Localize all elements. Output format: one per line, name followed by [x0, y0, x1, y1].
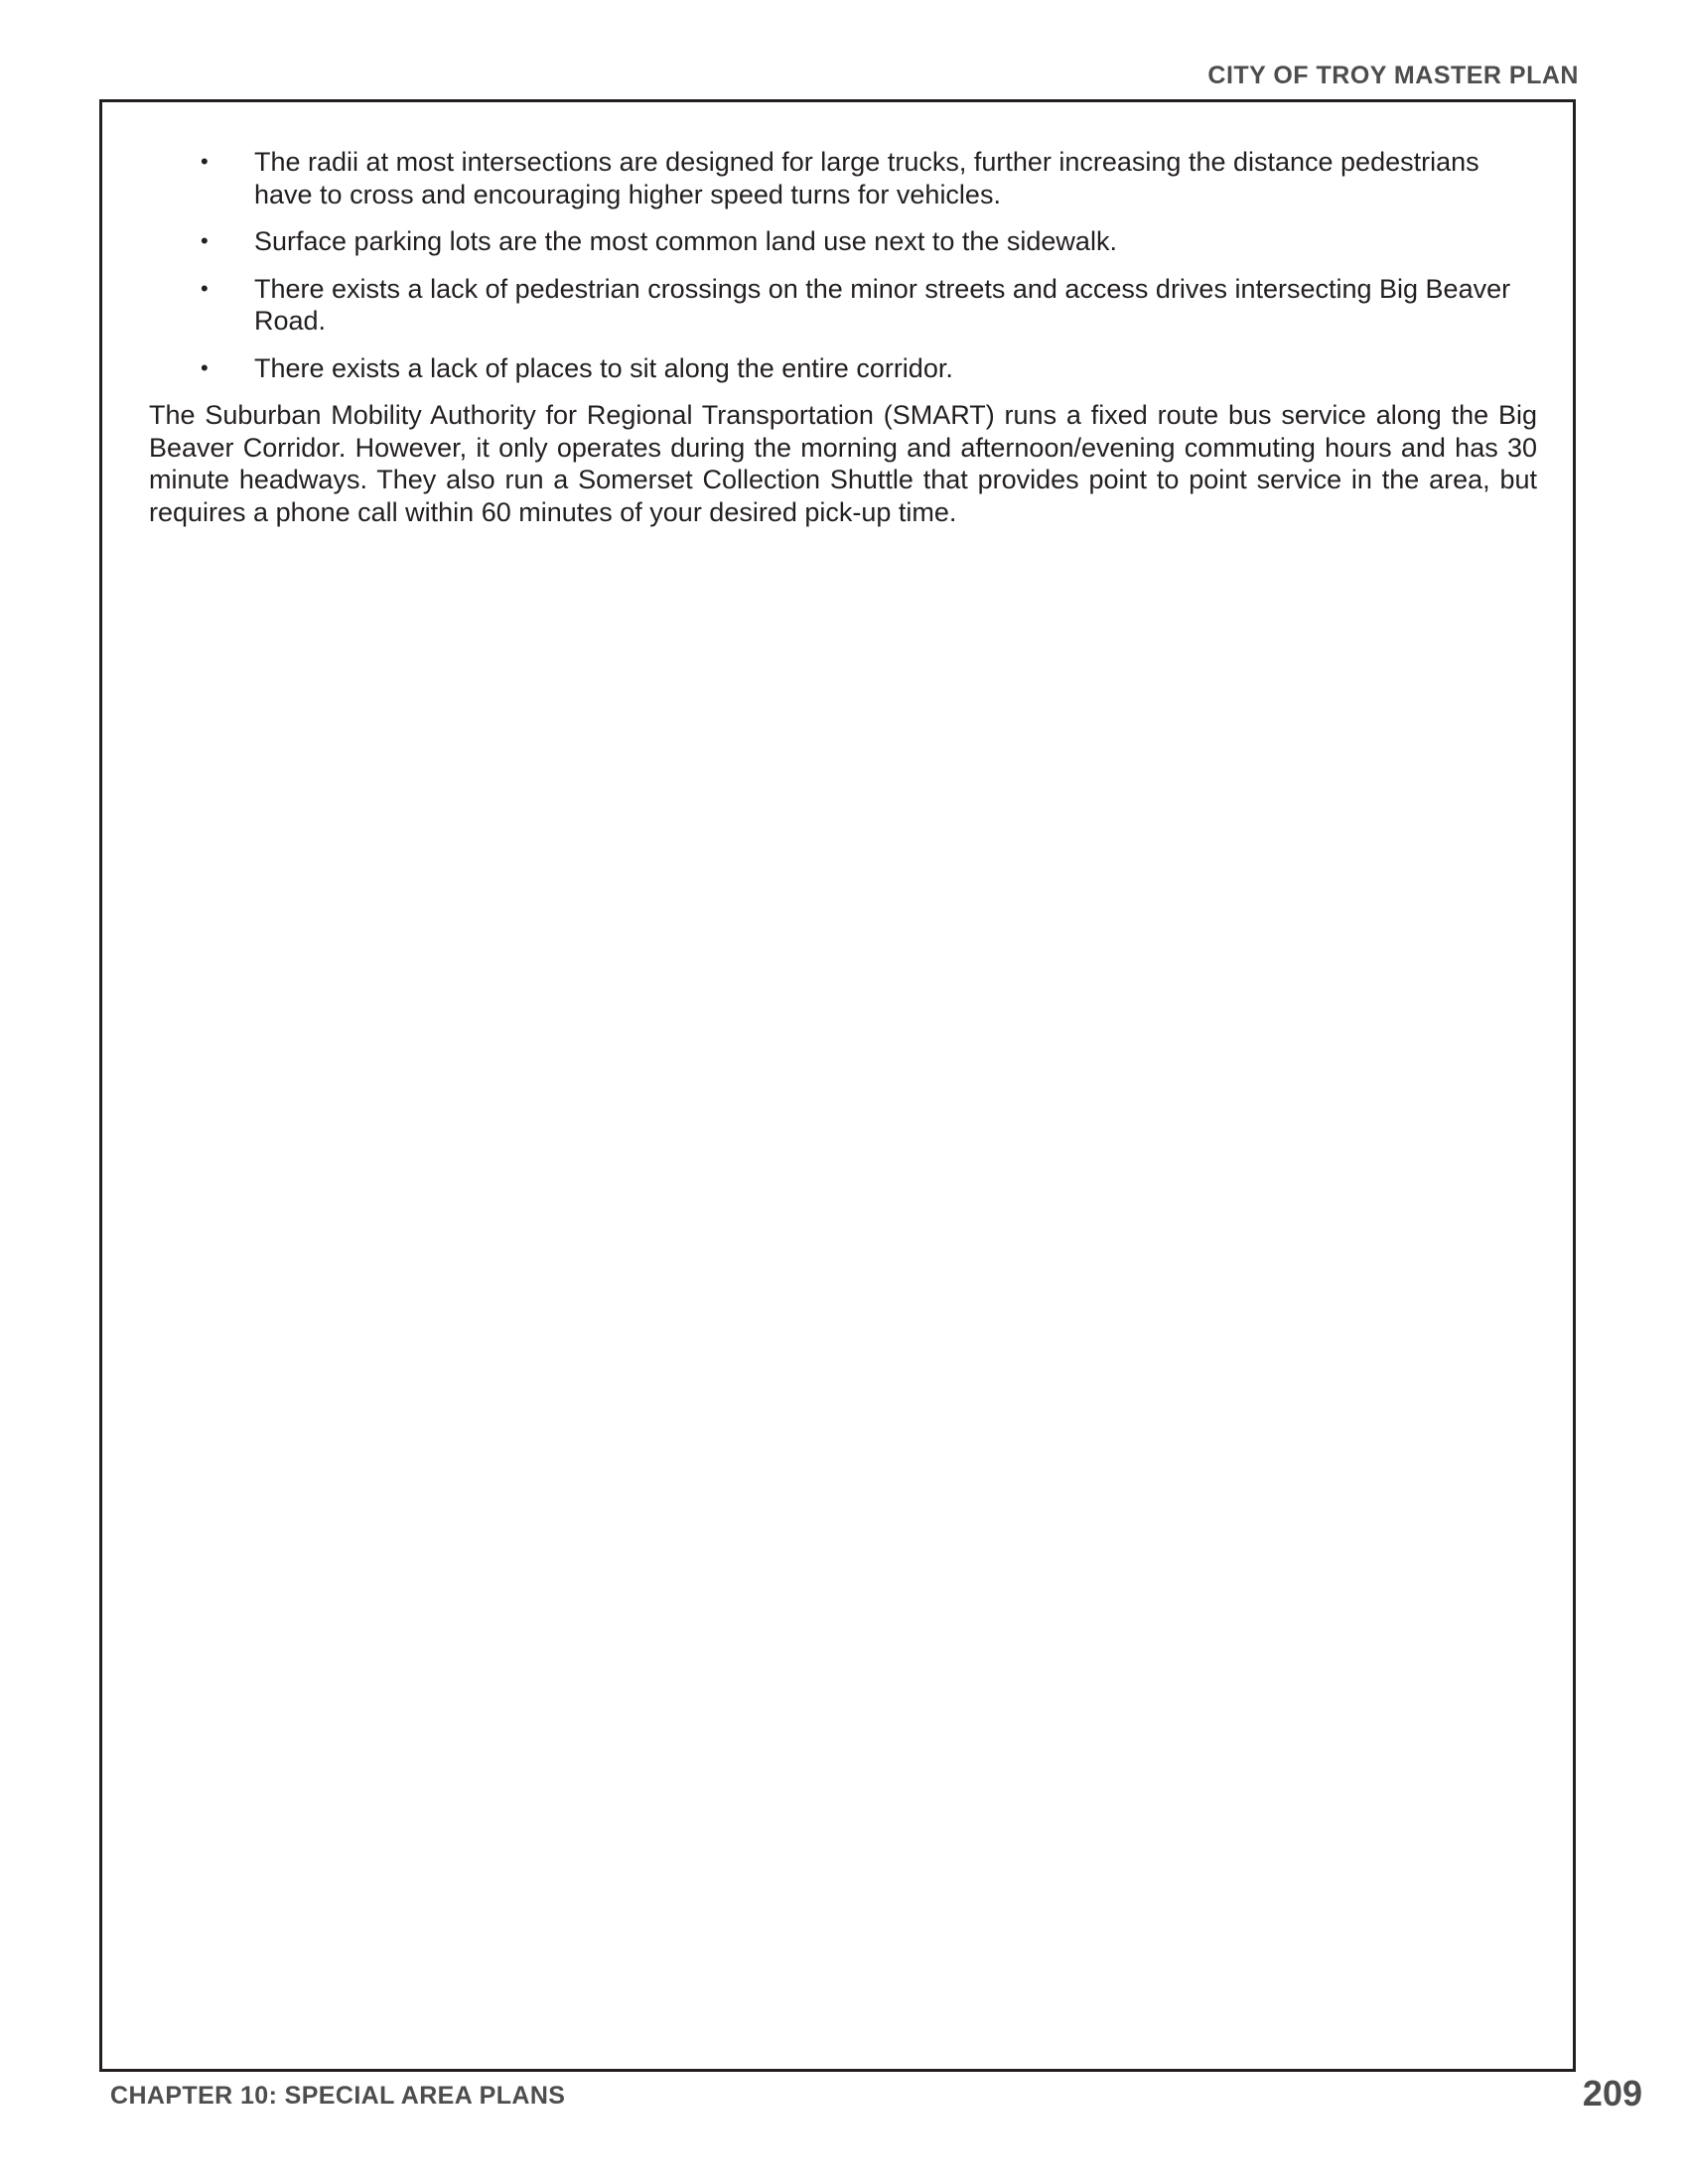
- list-item: [149, 352, 1537, 385]
- list-item: [149, 225, 1537, 258]
- bullet-list: [149, 146, 1537, 384]
- content-body: [149, 146, 1537, 528]
- bullet-icon: •: [201, 228, 209, 253]
- body-paragraph: The Suburban Mobility Authority for Regional Transportation (SMART) runs a fixed route bus service along the Big Beaver Corridor. However, it only operates during the morning and afternoon/evening commuting hours and has 30 minute headways. They also run a Somerset Collection Shuttle that provides point to point service in the area, but requires a phone call within 60 minutes of your desired pick-up time.: [149, 400, 1537, 527]
- list-item-text: Surface parking lots are the most common land use next to the sidewalk.: [254, 226, 1117, 256]
- list-item-text: There exists a lack of pedestrian crossings on the minor streets and access drives intersecting Big Beaver Road.: [254, 273, 1511, 336]
- list-item: [149, 273, 1537, 338]
- bullet-icon: •: [201, 275, 209, 301]
- footer-chapter-title: CHAPTER 10: SPECIAL AREA PLANS: [110, 2082, 566, 2110]
- bullet-icon: •: [201, 149, 209, 174]
- list-item-text: There exists a lack of places to sit along the entire corridor.: [254, 352, 953, 383]
- list-item-text: The radii at most intersections are designed for large trucks, further increasing the distance pedestrians have to cross and encouraging higher speed turns for vehicles.: [254, 147, 1479, 209]
- content-frame: [99, 99, 1576, 2072]
- list-item: [149, 146, 1537, 210]
- page-number: 209: [1582, 2073, 1642, 2114]
- running-header: CITY OF TROY MASTER PLAN: [1207, 62, 1579, 89]
- bullet-icon: •: [201, 354, 209, 380]
